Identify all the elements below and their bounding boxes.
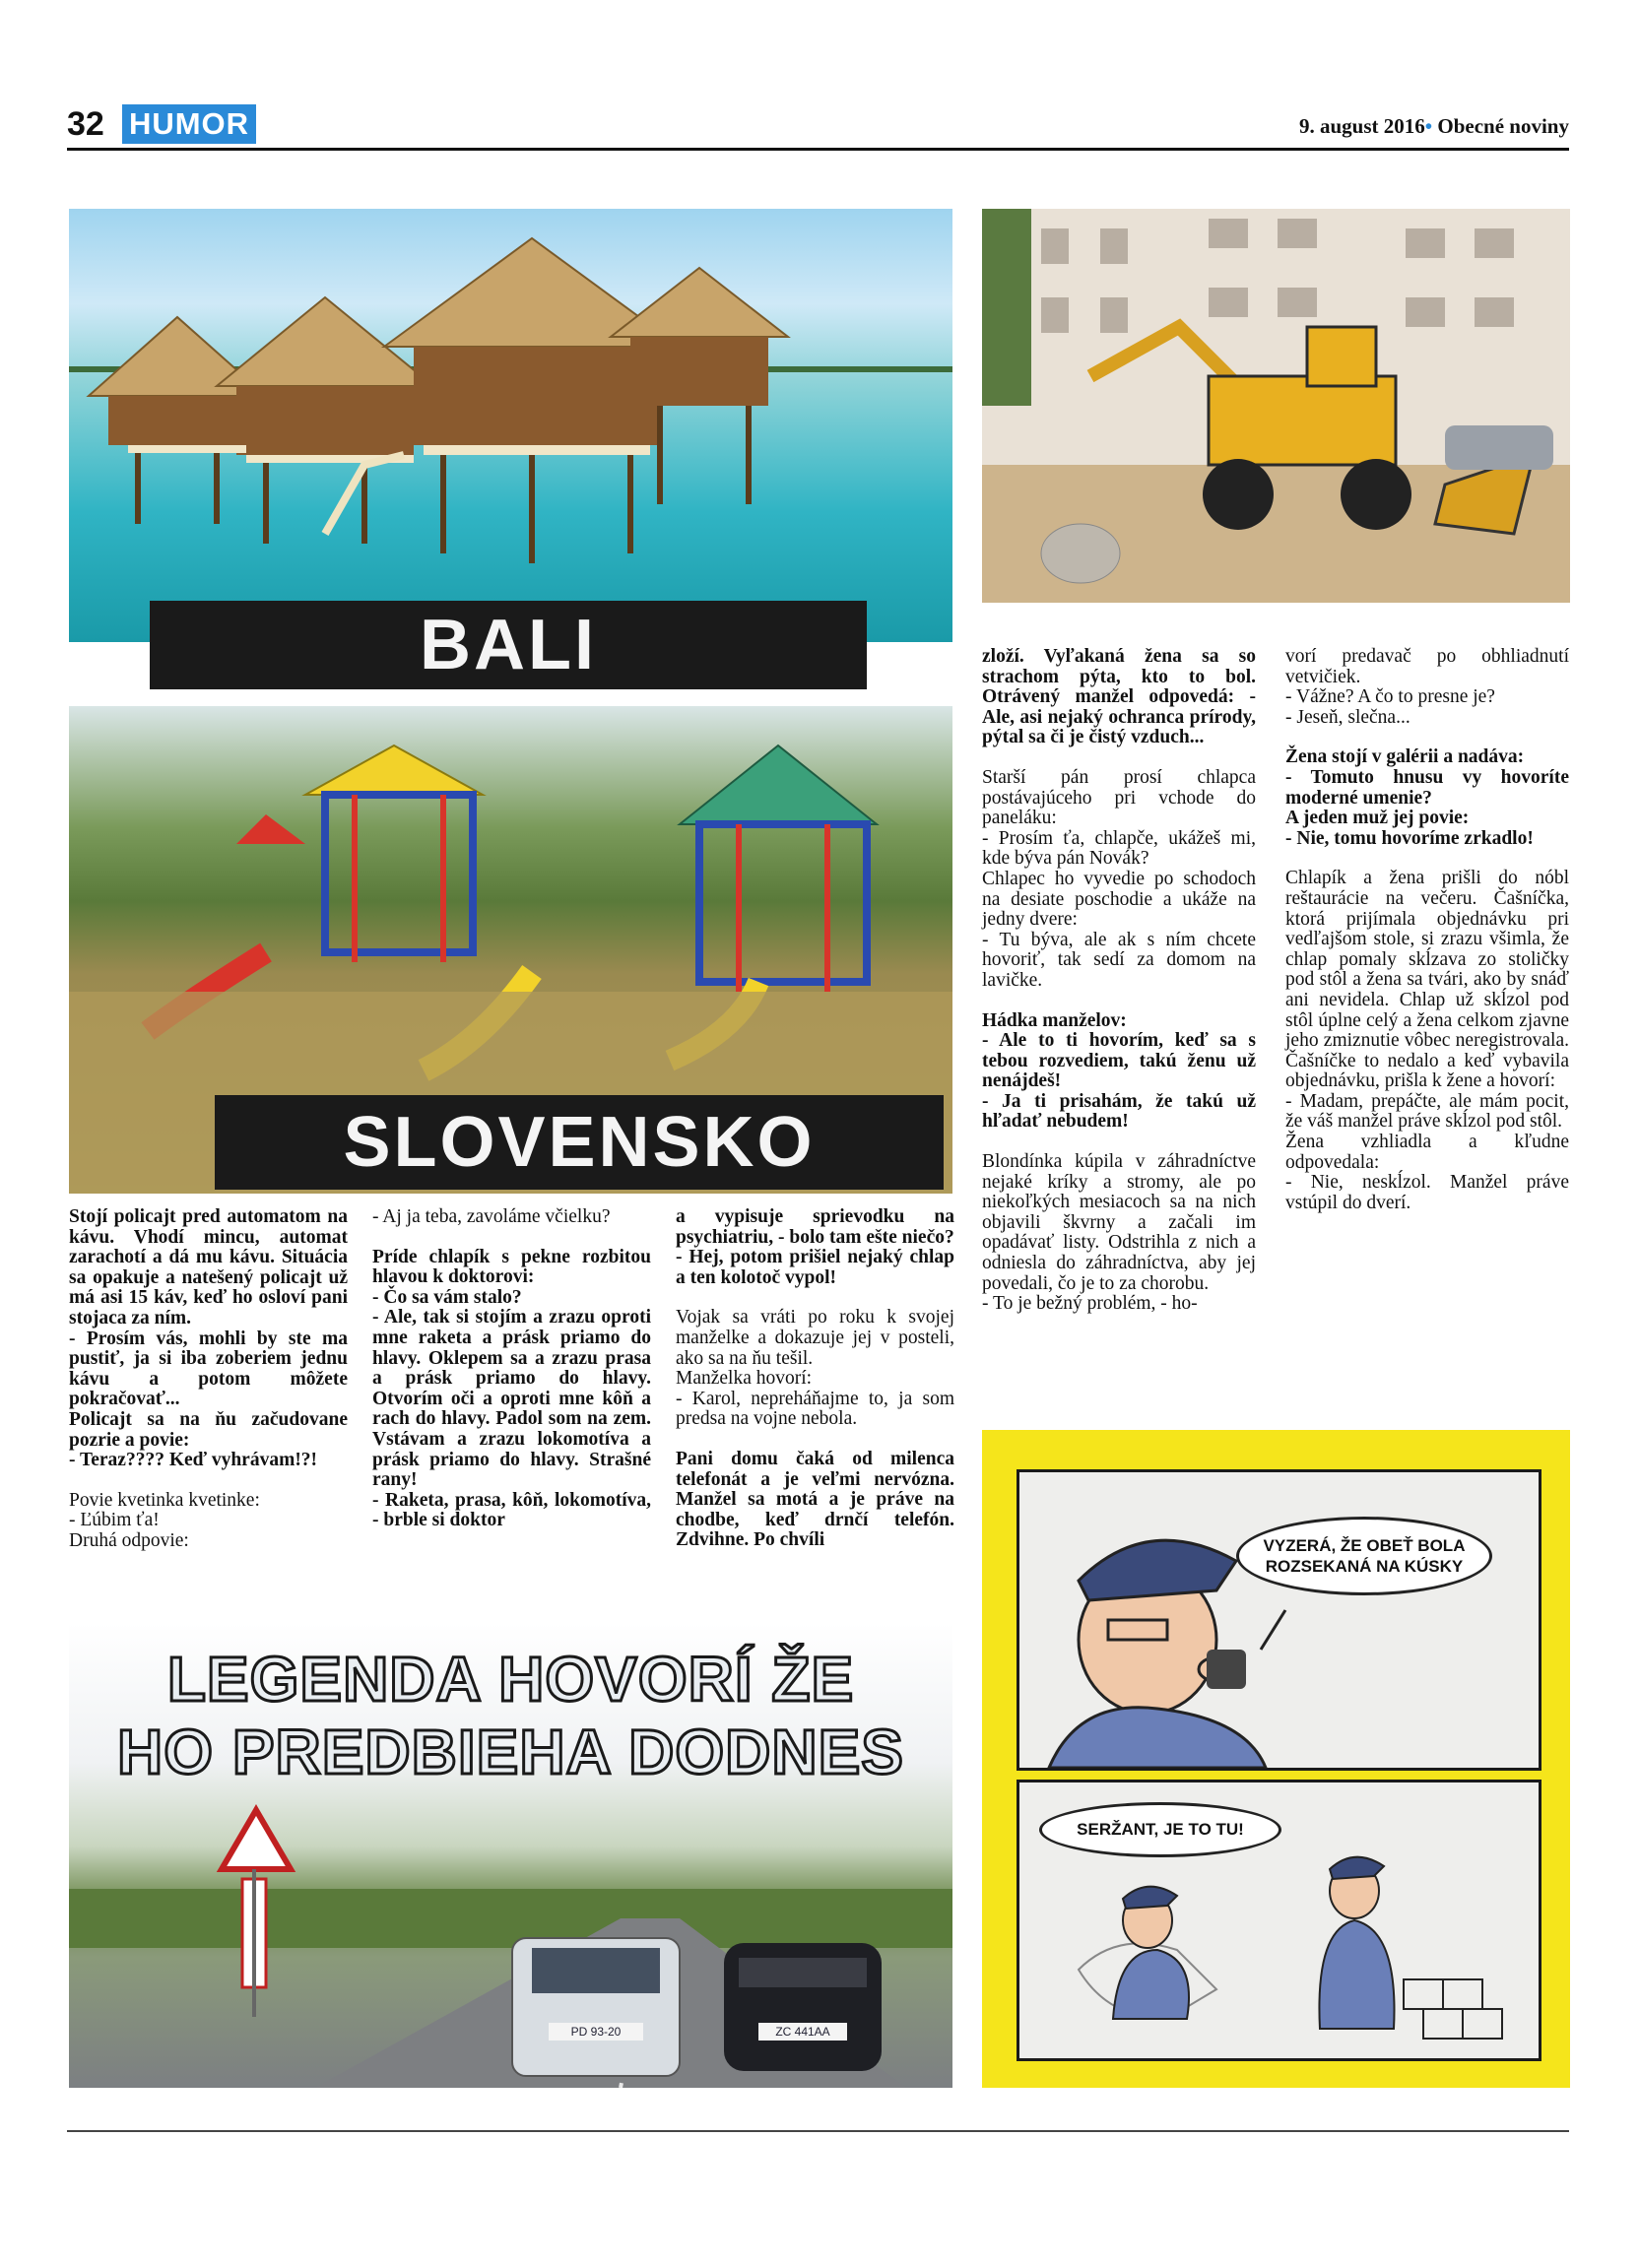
legenda-caption-line1: LEGENDA HOVORÍ ŽE <box>166 1644 855 1715</box>
joke-doctor-line4: - Raketa, prasa, kôň, lokomotíva, - brble si doktor <box>372 1489 651 1531</box>
police-cartoon <box>982 1430 1570 2088</box>
joke-blonde-line2: - To je bežný problém, - ho- <box>982 1293 1198 1315</box>
joke-doctor-end <box>676 1207 954 1288</box>
joke-doctor <box>372 1248 651 1531</box>
bali-illustration <box>69 209 952 642</box>
joke-policeman-line3: Policajt sa na ňu začudovane pozrie a povie: <box>69 1408 348 1451</box>
speech-bubble-2 <box>1039 1802 1281 1857</box>
joke-quarrel <box>982 1011 1256 1134</box>
legenda-caption-line2: HO PREDBIEHA DODNES <box>117 1717 904 1787</box>
joke-restaurant-line4: - Nie, neskĺzol. Manžel práve vstúpil do dverí. <box>1285 1172 1569 1213</box>
joke-lover <box>676 1450 954 1551</box>
joke-novak-line3: Chlapec ho vyvedie po schodoch na desiate poschodie a ukáže na jedny dvere: <box>982 868 1256 931</box>
speech-bubble-2-text: SERŽANT, JE TO TU! <box>1077 1820 1244 1839</box>
joke-gallery-line4: - Nie, tomu hovoríme zrkadlo! <box>1285 827 1534 849</box>
joke-lover-text: Pani domu čaká od milenca telefonát a je veľmi nervózna. Manžel sa motá a je práve na chodbe, keď drnčí telefón. Zdvihne. Po chvíli <box>676 1448 954 1551</box>
text-column-1 <box>69 1207 348 1572</box>
cartoon-officer-1 <box>1019 1472 1539 1768</box>
joke-soldier-line1: Vojak sa vráti po roku k svojej manželke a dokazuje jej v posteli, ako sa na ňu tešil. <box>676 1307 954 1369</box>
joke-quarrel-line3: - Ja ti prisahám, že takú už hľadať nebudem! <box>982 1090 1256 1133</box>
joke-policeman <box>69 1207 348 1471</box>
joke-gallery-line1: Žena stojí v galérii a nadáva: <box>1285 746 1525 768</box>
header-rule <box>67 148 1569 151</box>
joke-blonde-end-line3: - Jeseň, slečna... <box>1285 706 1410 728</box>
joke-policeman-line2: - Prosím vás, mohli by ste ma pustiť, ja si iba zoberiem jednu kávu a potom môžete pokračovať... <box>69 1328 348 1410</box>
joke-doctor-line1: Príde chlapík s pekne rozbitou hlavou k doktorovi: <box>372 1246 651 1288</box>
joke-quarrel-line1: Hádka manželov: <box>982 1009 1127 1031</box>
joke-blonde-end-line1: vorí predavač po obhliadnutí vetvičiek. <box>1285 646 1569 687</box>
joke-doctor-end-line1: a vypisuje sprievodku na psychiatriu, - bolo tam ešte niečo? <box>676 1206 954 1248</box>
caption-slovensko <box>215 1095 944 1190</box>
joke-quarrel-line2: - Ale to ti hovorím, keď sa s tebou rozvediem, takú ženu už nenájdeš! <box>982 1030 1256 1092</box>
footer-rule <box>67 2130 1569 2132</box>
joke-flower-line1: Povie kvetinka kvetinke: <box>69 1489 260 1511</box>
meme-legenda <box>69 1623 952 2088</box>
header-separator: • <box>1424 114 1433 138</box>
joke-novak <box>982 768 1256 992</box>
legenda-caption <box>69 1643 952 1788</box>
joke-gallery-line2: - Tomuto hnusu vy hovoríte moderné umenie? <box>1285 766 1569 809</box>
issue-info <box>1299 114 1569 139</box>
speech-bubble-1 <box>1236 1517 1492 1595</box>
joke-flower <box>69 1491 348 1552</box>
joke-gallery <box>1285 747 1569 849</box>
caption-bali-text: BALI <box>420 606 597 684</box>
text-column-4 <box>982 647 1256 1334</box>
joke-blonde <box>982 1152 1256 1315</box>
plate-right: ZC 441AA <box>758 2023 847 2041</box>
speech-bubble-1-text: VYZERÁ, ŽE OBEŤ BOLA ROZSEKANÁ NA KÚSKY <box>1263 1536 1466 1576</box>
joke-blonde-end <box>1285 647 1569 728</box>
joke-restaurant-line2: - Madam, prepáčte, ale mám pocit, že váš manžel práve skĺzol pod stôl. <box>1285 1090 1569 1133</box>
joke-flower-line2: - Ľúbim ťa! <box>69 1510 160 1531</box>
plate-left: PD 93-20 <box>549 2023 643 2041</box>
cartoon-panel-1 <box>1017 1469 1542 1771</box>
joke-restaurant <box>1285 869 1569 1213</box>
joke-soldier-line3: - Karol, nepreháňajme to, ja som predsa na vojne nebola. <box>676 1388 954 1430</box>
excavator-photo <box>982 209 1570 603</box>
cartoon-panel-2 <box>1017 1780 1542 2061</box>
joke-lover-end <box>982 647 1256 748</box>
joke-restaurant-line1: Chlapík a žena prišli do nóbl reštaurácie na večeru. Čašníčka, ktorá prijímala objednávku pri vedľajšom stole, si zrazu všimla, že chlap pomaly skĺzava zo stoličky pod stôl a žena sa tvári, ako by snáď ani nevidela. Chlap už skĺzol pod stôl úplne celý a žena celkom zjavne jeho zmiznutie vôbec neregistrovala. Čašníčke to nedalo a keď vybavila objednávku, prišla k žene a hovorí: <box>1285 868 1569 1092</box>
caption-slovensko-text: SLOVENSKO <box>343 1103 816 1182</box>
page-number: 32 <box>67 105 104 143</box>
joke-novak-line2: - Prosím ťa, chlapče, ukážeš mi, kde býva pán Novák? <box>982 827 1256 870</box>
excavator-illustration <box>982 209 1570 603</box>
section-label: HUMOR <box>122 104 256 144</box>
joke-doctor-line3: - Ale, tak si stojím a zrazu oproti mne raketa a prásk priamo do hlavy. Oklepem sa a zrazu prasa a prásk priamo do hlavy. Otvorím oči a oproti mne kôň a rach do hlavy. Padol som na zem. Vstávam a zrazu lokomotíva a prásk priamo do hlavy. Strašné rany! <box>372 1307 651 1491</box>
text-column-5 <box>1285 647 1569 1233</box>
joke-soldier-line2: Manželka hovorí: <box>676 1368 813 1390</box>
joke-gallery-line3: A jeden muž jej povie: <box>1285 808 1470 829</box>
joke-doctor-line2: - Čo sa vám stalo? <box>372 1286 522 1308</box>
joke-restaurant-line3: Žena vzhliadla a kľudne odpovedala: <box>1285 1132 1569 1173</box>
joke-blonde-end-line2: - Vážne? A čo to presne je? <box>1285 686 1495 708</box>
joke-lover-end-text: zloží. Vyľakaná žena sa so strachom pýta, kto to bol. Otrávený manžel odpovedá: - Ale, asi nejaký ochranca prírody, pýtal sa či je čistý vzduch... <box>982 646 1256 748</box>
joke-policeman-text: Stojí policajt pred automatom na kávu. Vhodí mincu, automat zarachotí a dá mu kávu. Situácia sa opakuje a natešený policajt už má asi 15 káv, keď ho osloví pani stojaca za ním. <box>69 1206 348 1328</box>
publication-name: Obecné noviny <box>1437 114 1569 138</box>
caption-bali <box>150 601 867 689</box>
joke-flower-end: - Aj ja teba, zavoláme včielku? <box>372 1206 611 1227</box>
joke-blonde-line1: Blondínka kúpila v záhradníctve nejaké kríky a stromy, ale po niekoľkých mesiacoch sa na nich objavili škvrny a začali im opadávať listy. Odstrihla z nich a odniesla do záhradníctva, aby jej povedali, čo je to za chorobu. <box>982 1151 1256 1294</box>
joke-policeman-line4: - Teraz???? Keď vyhrávam!?! <box>69 1450 318 1471</box>
joke-novak-line1: Starší pán prosí chlapca postávajúceho pri vchode do paneláku: <box>982 766 1256 829</box>
bali-photo <box>69 209 952 642</box>
joke-doctor-end-line2: - Hej, potom prišiel nejaký chlap a ten kolotoč vypol! <box>676 1247 954 1288</box>
joke-flower-line3: Druhá odpovie: <box>69 1529 189 1551</box>
meme-bali-slovensko <box>69 209 952 1194</box>
joke-novak-line4: - Tu býva, ale ak s ním chcete hovoriť, tak sedí za domom na lavičke. <box>982 929 1256 991</box>
joke-soldier <box>676 1308 954 1430</box>
text-column-3 <box>676 1207 954 1571</box>
issue-date: 9. august 2016 <box>1299 114 1425 138</box>
text-column-2 <box>372 1207 651 1551</box>
